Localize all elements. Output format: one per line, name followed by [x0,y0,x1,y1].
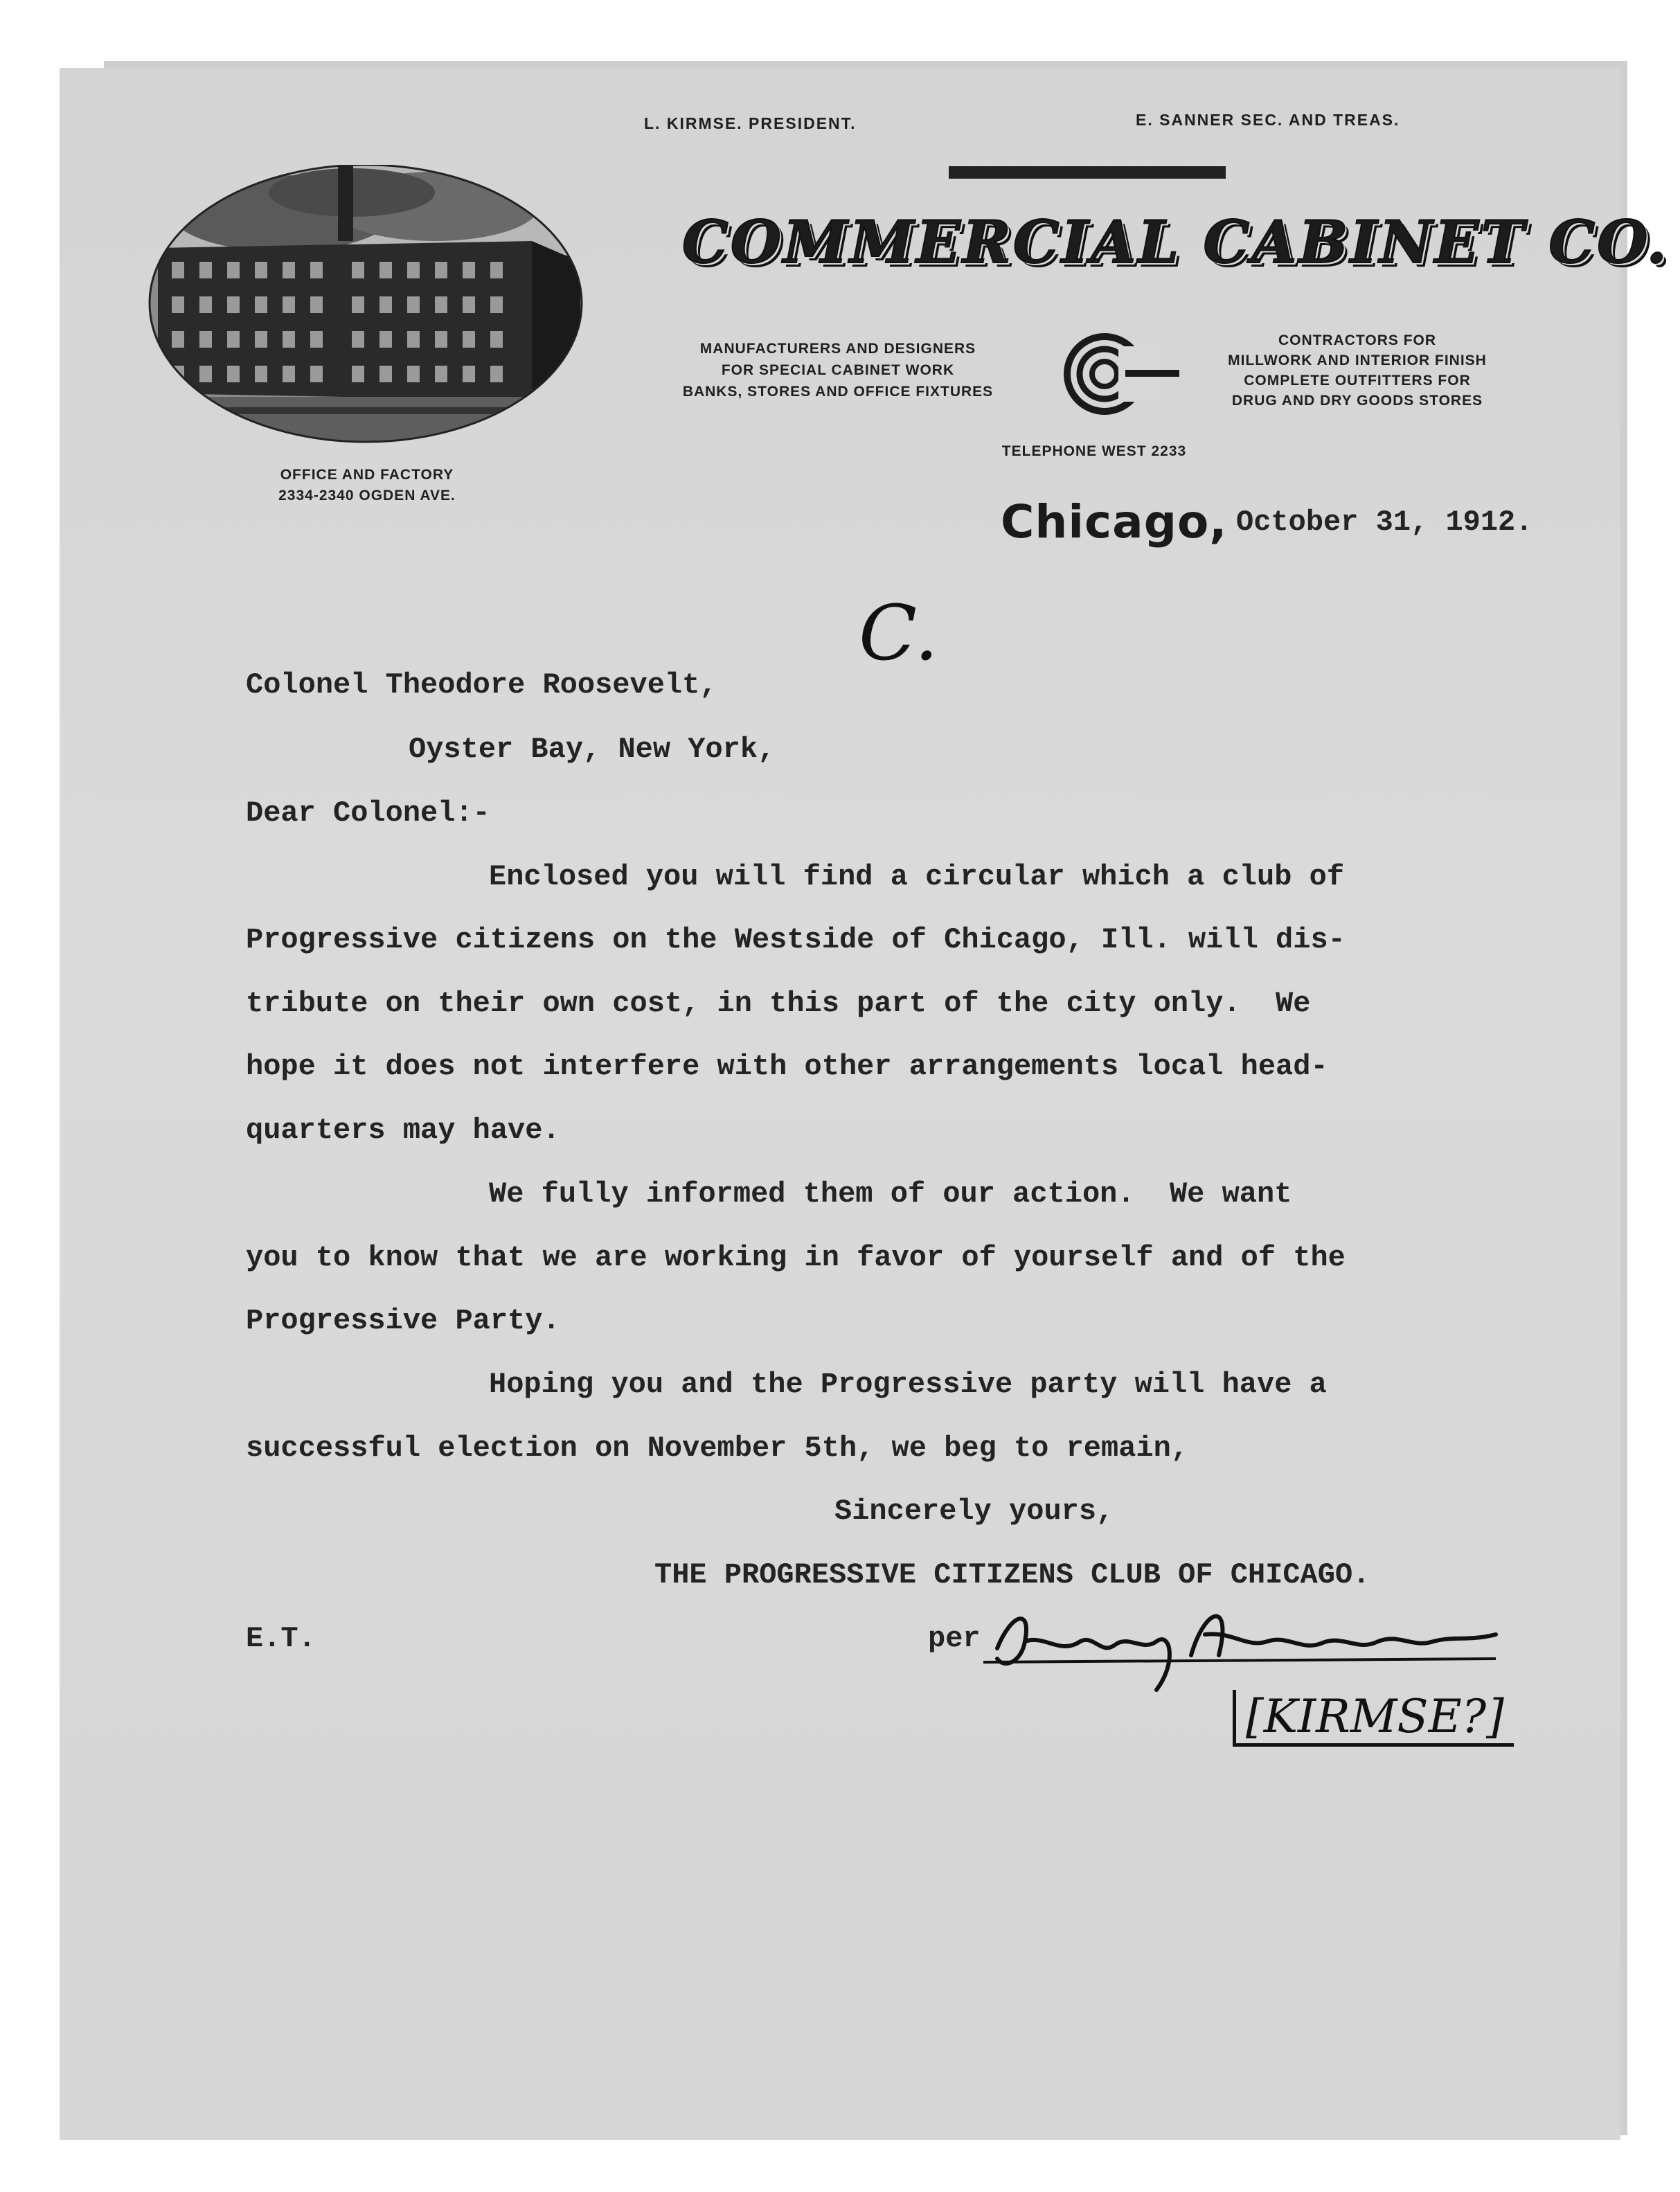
body-line-1: Enclosed you will find a circular which a club of [402,860,1345,893]
company-logo-icon [1063,332,1181,416]
body-line-2: Progressive citizens on the Westside of Chicago, Ill. will dis- [246,923,1346,956]
body-line-4: hope it does not interfere with other arrangements local head- [246,1050,1328,1083]
left-service-line-1: MANUFACTURERS AND DESIGNERS [699,341,976,357]
factory-illustration [144,165,587,456]
president-line: L. KIRMSE. PRESIDENT. [644,114,857,132]
city: Chicago, [1001,495,1228,549]
right-service-line-2: MILLWORK AND INTERIOR FINISH [1228,353,1487,368]
body-line-9: Hoping you and the Progressive party will have a [402,1368,1327,1401]
closing: Sincerely yours, [834,1495,1114,1528]
signature [983,1593,1510,1704]
per-label: per [928,1622,981,1655]
body-line-7: you to know that we are working in favor of yourself and of the [246,1241,1346,1274]
body-line-10: successful election on November 5th, we beg to remain, [246,1432,1189,1465]
left-service-line-3: BANKS, STORES AND OFFICE FIXTURES [682,384,994,400]
right-service-line-1: CONTRACTORS FOR [1278,332,1437,348]
recipient: Colonel Theodore Roosevelt, [246,668,717,702]
filing-mark: C. [859,589,939,677]
recipient-address: Oyster Bay, New York, [409,733,776,766]
organization: THE PROGRESSIVE CITIZENS CLUB OF CHICAGO. [654,1558,1370,1592]
typist-initials: E.T. [246,1622,316,1655]
struck-out-line [949,166,1226,179]
body-line-6: We fully informed them of our action. We want [402,1177,1292,1211]
salutation: Dear Colonel:- [246,796,490,830]
attribution-note: [KIRMSE?] [1233,1690,1514,1747]
right-service-line-4: DRUG AND DRY GOODS STORES [1231,393,1483,409]
body-line-5: quarters may have. [246,1114,560,1147]
left-service-line-2: FOR SPECIAL CABINET WORK [721,362,955,378]
body-line-8: Progressive Party. [246,1304,560,1337]
treasurer-line: E. SANNER SEC. AND TREAS. [1136,111,1400,129]
office-label: OFFICE AND FACTORY [280,467,454,483]
telephone: TELEPHONE WEST 2233 [1001,443,1187,459]
right-service-line-3: COMPLETE OUTFITTERS FOR [1244,373,1471,389]
office-address: 2334-2340 OGDEN AVE. [278,488,456,504]
company-name: COMMERCIAL CABINET CO. [682,208,1669,276]
letter-date: October 31, 1912. [1236,506,1533,539]
body-line-3: tribute on their own cost, in this part of the city only. We [246,987,1311,1020]
